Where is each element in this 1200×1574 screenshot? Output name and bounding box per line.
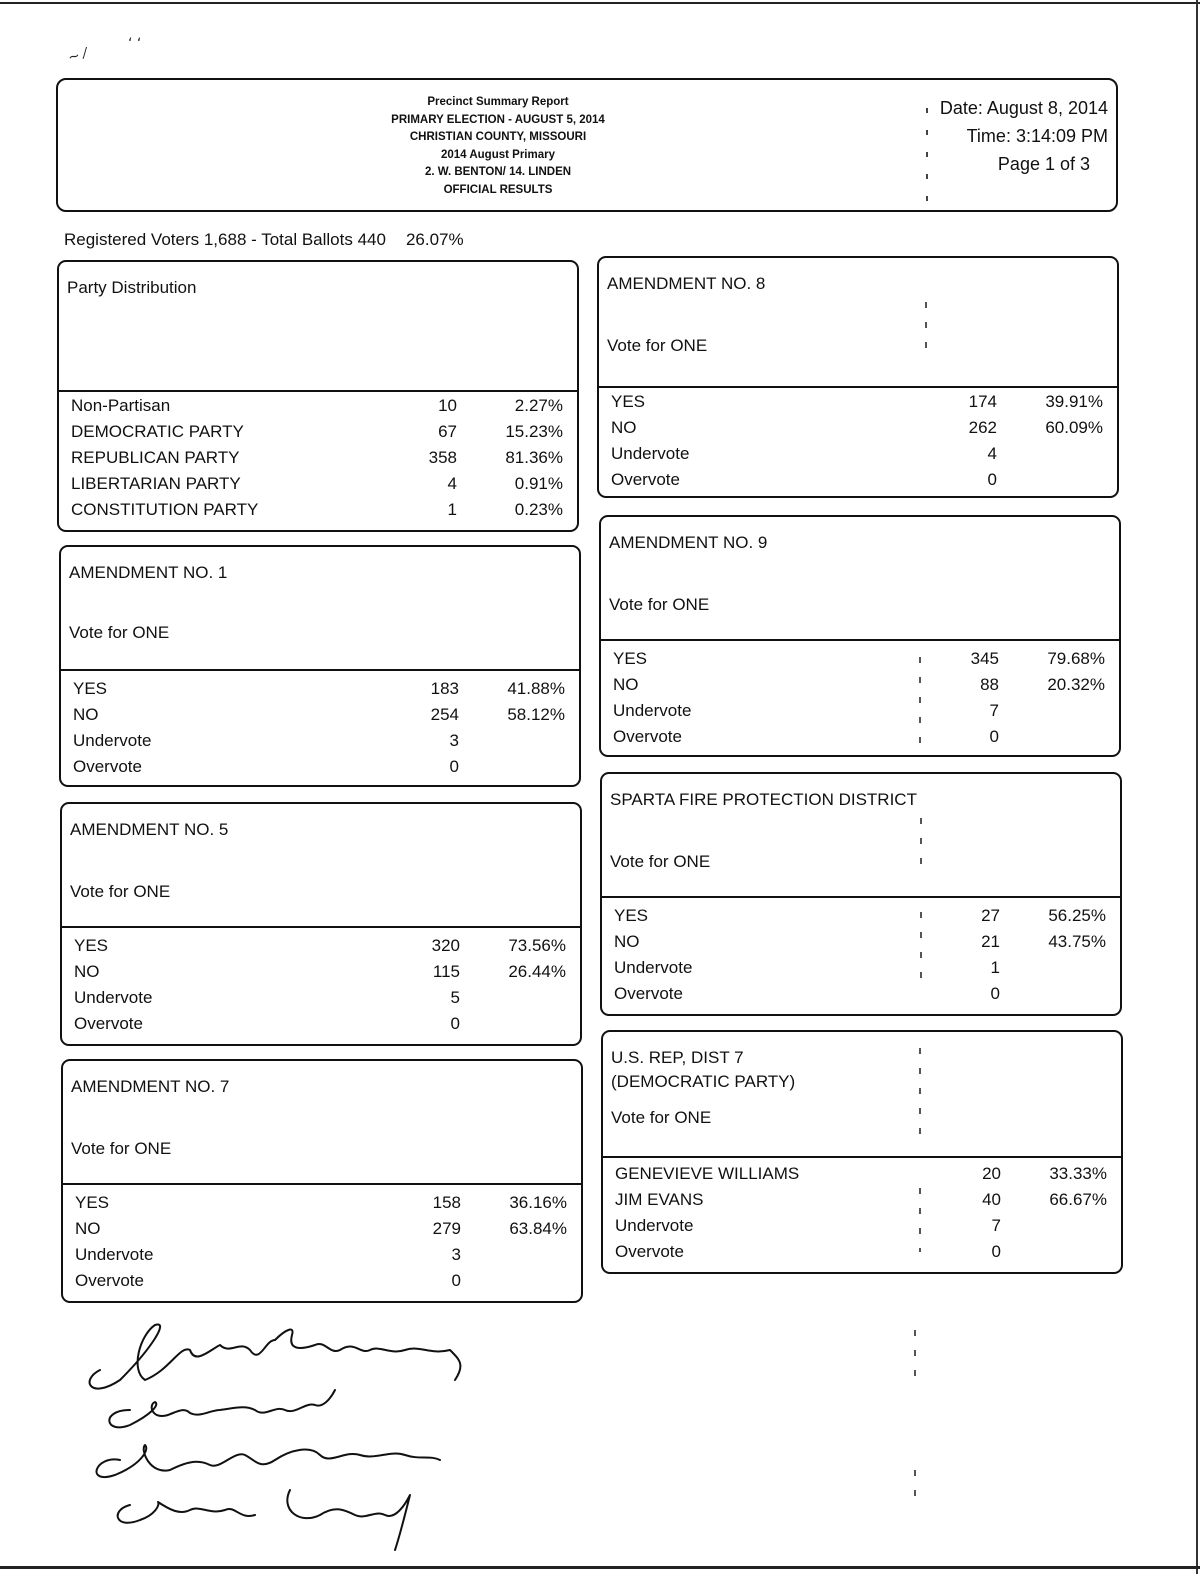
- result-row: [74, 936, 580, 962]
- vote-count: 7: [989, 701, 999, 720]
- divider: [597, 386, 1119, 388]
- turnout-percent: 26.07%: [405, 230, 464, 249]
- vote-count: 174: [968, 392, 997, 411]
- vote-percent: 58.12%: [507, 705, 565, 724]
- scan-tick-marks: [925, 302, 927, 358]
- vote-percent: 73.56%: [508, 936, 566, 955]
- box-title: Party Distribution: [67, 278, 197, 297]
- result-row: [614, 984, 1120, 1010]
- choice-name: LIBERTARIAN PARTY: [71, 474, 241, 493]
- amendment-5-box: [60, 802, 582, 1046]
- choice-name: YES: [614, 906, 649, 925]
- result-row: [611, 392, 1117, 418]
- vote-percent: 56.25%: [1048, 906, 1106, 925]
- choice-name: NO: [613, 675, 639, 694]
- choice-name: NO: [611, 418, 637, 437]
- vote-percent: 15.23%: [505, 422, 563, 441]
- result-row: [71, 396, 577, 422]
- box-title-line-2: (DEMOCRATIC PARTY): [611, 1072, 796, 1091]
- vote-percent: 36.16%: [509, 1193, 567, 1212]
- vote-count: 0: [989, 727, 999, 746]
- report-title-block: [358, 94, 638, 199]
- amendment-7-box: [61, 1059, 583, 1303]
- choice-name: Overvote: [613, 727, 682, 746]
- signature-3: [96, 1445, 440, 1477]
- vote-count: 40: [982, 1190, 1001, 1209]
- choice-name: Undervote: [75, 1245, 154, 1264]
- stray-scan-mark: ‘ ‘: [128, 36, 142, 52]
- choice-name: Undervote: [614, 958, 693, 977]
- precinct-name: 2. W. BENTON/ 14. LINDEN: [424, 166, 572, 178]
- choice-name: Undervote: [73, 731, 152, 750]
- result-row: [75, 1245, 581, 1271]
- signature-2: [109, 1390, 335, 1427]
- vote-count: 320: [431, 936, 460, 955]
- result-row: [73, 705, 579, 731]
- result-row: [75, 1219, 581, 1245]
- result-row: [613, 675, 1119, 701]
- result-row: [615, 1164, 1121, 1190]
- vote-count: 21: [981, 932, 1000, 951]
- vote-percent: 60.09%: [1045, 418, 1103, 437]
- divider: [601, 1156, 1123, 1158]
- result-row: [615, 1190, 1121, 1216]
- vote-percent: 63.84%: [509, 1219, 567, 1238]
- signature-4: [118, 1490, 410, 1550]
- vote-count: 358: [428, 448, 457, 467]
- result-row: [611, 444, 1117, 470]
- result-row: [73, 679, 579, 705]
- divider: [600, 896, 1122, 898]
- vote-percent: 0.91%: [514, 474, 563, 493]
- choice-name: YES: [75, 1193, 110, 1212]
- vote-count: 158: [432, 1193, 461, 1212]
- scan-tick-marks: [926, 108, 928, 208]
- choice-name: Overvote: [615, 1242, 684, 1261]
- vote-percent: 33.33%: [1049, 1164, 1107, 1183]
- vote-for-label: Vote for ONE: [71, 1139, 172, 1158]
- sparta-fire-district-box: [600, 772, 1122, 1016]
- vote-percent: 43.75%: [1048, 932, 1106, 951]
- result-row: [75, 1271, 581, 1297]
- choice-name: YES: [613, 649, 648, 668]
- box-title: SPARTA FIRE PROTECTION DISTRICT: [610, 790, 917, 809]
- vote-count: 1: [447, 500, 457, 519]
- vote-for-label: Vote for ONE: [610, 852, 711, 871]
- vote-for-label: Vote for ONE: [607, 336, 708, 355]
- vote-percent: 66.67%: [1049, 1190, 1107, 1209]
- box-title: AMENDMENT NO. 1: [69, 563, 228, 582]
- vote-count: 0: [990, 984, 1000, 1003]
- vote-count: 10: [438, 396, 457, 415]
- result-row: [71, 422, 577, 448]
- vote-count: 0: [991, 1242, 1001, 1261]
- box-title: AMENDMENT NO. 9: [609, 533, 768, 552]
- county-name: CHRISTIAN COUNTY, MISSOURI: [409, 131, 587, 143]
- report-meta: [940, 94, 1108, 178]
- vote-percent: 0.23%: [514, 500, 563, 519]
- report-title: Precinct Summary Report: [427, 96, 569, 108]
- signature-1: [90, 1324, 461, 1388]
- vote-percent: 2.27%: [514, 396, 563, 415]
- result-row: [614, 906, 1120, 932]
- result-row: [615, 1216, 1121, 1242]
- result-row: [611, 470, 1117, 496]
- stray-scan-mark: ~ ⁄: [66, 45, 89, 67]
- choice-name: CONSTITUTION PARTY: [71, 500, 259, 519]
- vote-count: 345: [970, 649, 999, 668]
- divider: [599, 639, 1121, 641]
- us-rep-dist-7-box: [601, 1030, 1123, 1274]
- vote-count: 254: [430, 705, 459, 724]
- result-row: [611, 418, 1117, 444]
- result-row: [71, 500, 577, 526]
- box-title-line-1: U.S. REP, DIST 7: [611, 1048, 744, 1067]
- vote-percent: 81.36%: [505, 448, 563, 467]
- vote-count: 0: [451, 1271, 461, 1290]
- choice-name: Overvote: [614, 984, 683, 1003]
- vote-count: 183: [430, 679, 459, 698]
- scan-tick-marks: [919, 1048, 921, 1148]
- result-row: [613, 727, 1119, 753]
- choice-name: NO: [614, 932, 640, 951]
- result-row: [71, 474, 577, 500]
- choice-name: GENEVIEVE WILLIAMS: [615, 1164, 800, 1183]
- results-status: OFFICIAL RESULTS: [443, 183, 553, 196]
- vote-percent: 26.44%: [508, 962, 566, 981]
- choice-name: Undervote: [615, 1216, 694, 1235]
- choice-name: Overvote: [611, 470, 680, 489]
- party-distribution-box: [57, 260, 579, 532]
- divider: [59, 669, 581, 671]
- choice-name: YES: [611, 392, 646, 411]
- result-row: [74, 988, 580, 1014]
- bottom-edge-line: [0, 1566, 1200, 1569]
- scan-tick-marks: [914, 1330, 916, 1386]
- vote-percent: 79.68%: [1047, 649, 1105, 668]
- result-row: [613, 701, 1119, 727]
- result-row: [71, 448, 577, 474]
- amendment-1-box: [59, 545, 581, 787]
- result-row: [73, 757, 579, 783]
- choice-name: YES: [74, 936, 109, 955]
- choice-name: Overvote: [74, 1014, 143, 1033]
- report-time: Time: 3:14:09 PM: [966, 126, 1108, 146]
- scan-tick-marks: [920, 818, 922, 874]
- result-row: [75, 1193, 581, 1219]
- official-signatures: [60, 1310, 500, 1560]
- choice-name: REPUBLICAN PARTY: [71, 448, 240, 467]
- election-subtitle: 2014 August Primary: [441, 148, 555, 161]
- vote-count: 0: [987, 470, 997, 489]
- vote-count: 5: [450, 988, 460, 1007]
- report-header: [56, 78, 1118, 212]
- choice-name: NO: [74, 962, 100, 981]
- choice-name: Undervote: [611, 444, 690, 463]
- divider: [60, 926, 582, 928]
- divider: [57, 390, 579, 392]
- vote-count: 4: [987, 444, 997, 463]
- vote-percent: 20.32%: [1047, 675, 1105, 694]
- scan-tick-marks: [914, 1470, 916, 1510]
- election-name: PRIMARY ELECTION - AUGUST 5, 2014: [391, 113, 605, 126]
- result-row: [615, 1242, 1121, 1268]
- vote-count: 27: [981, 906, 1000, 925]
- choice-name: DEMOCRATIC PARTY: [71, 422, 244, 441]
- turnout-summary: [64, 230, 464, 250]
- box-title: AMENDMENT NO. 5: [70, 820, 229, 839]
- vote-count: 4: [447, 474, 457, 493]
- registered-voters-text: Registered Voters 1,688 - Total Ballots 440: [64, 230, 386, 249]
- vote-count: 88: [980, 675, 999, 694]
- vote-count: 1: [990, 958, 1000, 977]
- choice-name: NO: [75, 1219, 101, 1238]
- vote-for-label: Vote for ONE: [70, 882, 171, 901]
- choice-name: Undervote: [613, 701, 692, 720]
- result-row: [73, 731, 579, 757]
- result-row: [613, 649, 1119, 675]
- vote-count: 3: [451, 1245, 461, 1264]
- result-row: [74, 1014, 580, 1040]
- vote-for-label: Vote for ONE: [609, 595, 710, 614]
- vote-for-label: Vote for ONE: [611, 1108, 712, 1127]
- box-title: AMENDMENT NO. 7: [71, 1077, 230, 1096]
- box-title: AMENDMENT NO. 8: [607, 274, 766, 293]
- box-title: [611, 1046, 795, 1094]
- result-row: [614, 932, 1120, 958]
- page-number: Page 1 of 3: [997, 154, 1090, 174]
- vote-count: 262: [968, 418, 997, 437]
- divider: [61, 1183, 583, 1185]
- vote-count: 115: [432, 962, 460, 981]
- choice-name: Non-Partisan: [71, 396, 171, 415]
- choice-name: JIM EVANS: [615, 1190, 704, 1209]
- choice-name: Overvote: [73, 757, 142, 776]
- choice-name: NO: [73, 705, 99, 724]
- amendment-8-box: [597, 256, 1119, 498]
- vote-percent: 39.91%: [1045, 392, 1103, 411]
- result-row: [74, 962, 580, 988]
- vote-for-label: Vote for ONE: [69, 623, 170, 642]
- vote-count: 0: [450, 1014, 460, 1033]
- vote-count: 0: [449, 757, 459, 776]
- vote-percent: 41.88%: [507, 679, 565, 698]
- top-edge-line: [0, 2, 1200, 4]
- vote-count: 7: [991, 1216, 1001, 1235]
- choice-name: Undervote: [74, 988, 153, 1007]
- report-date: Date: August 8, 2014: [939, 98, 1108, 118]
- vote-count: 3: [449, 731, 459, 750]
- vote-count: 20: [982, 1164, 1001, 1183]
- result-row: [614, 958, 1120, 984]
- choice-name: Overvote: [75, 1271, 144, 1290]
- right-edge-line: [1196, 0, 1198, 1574]
- choice-name: YES: [73, 679, 108, 698]
- vote-count: 67: [438, 422, 457, 441]
- vote-count: 279: [432, 1219, 461, 1238]
- amendment-9-box: [599, 515, 1121, 757]
